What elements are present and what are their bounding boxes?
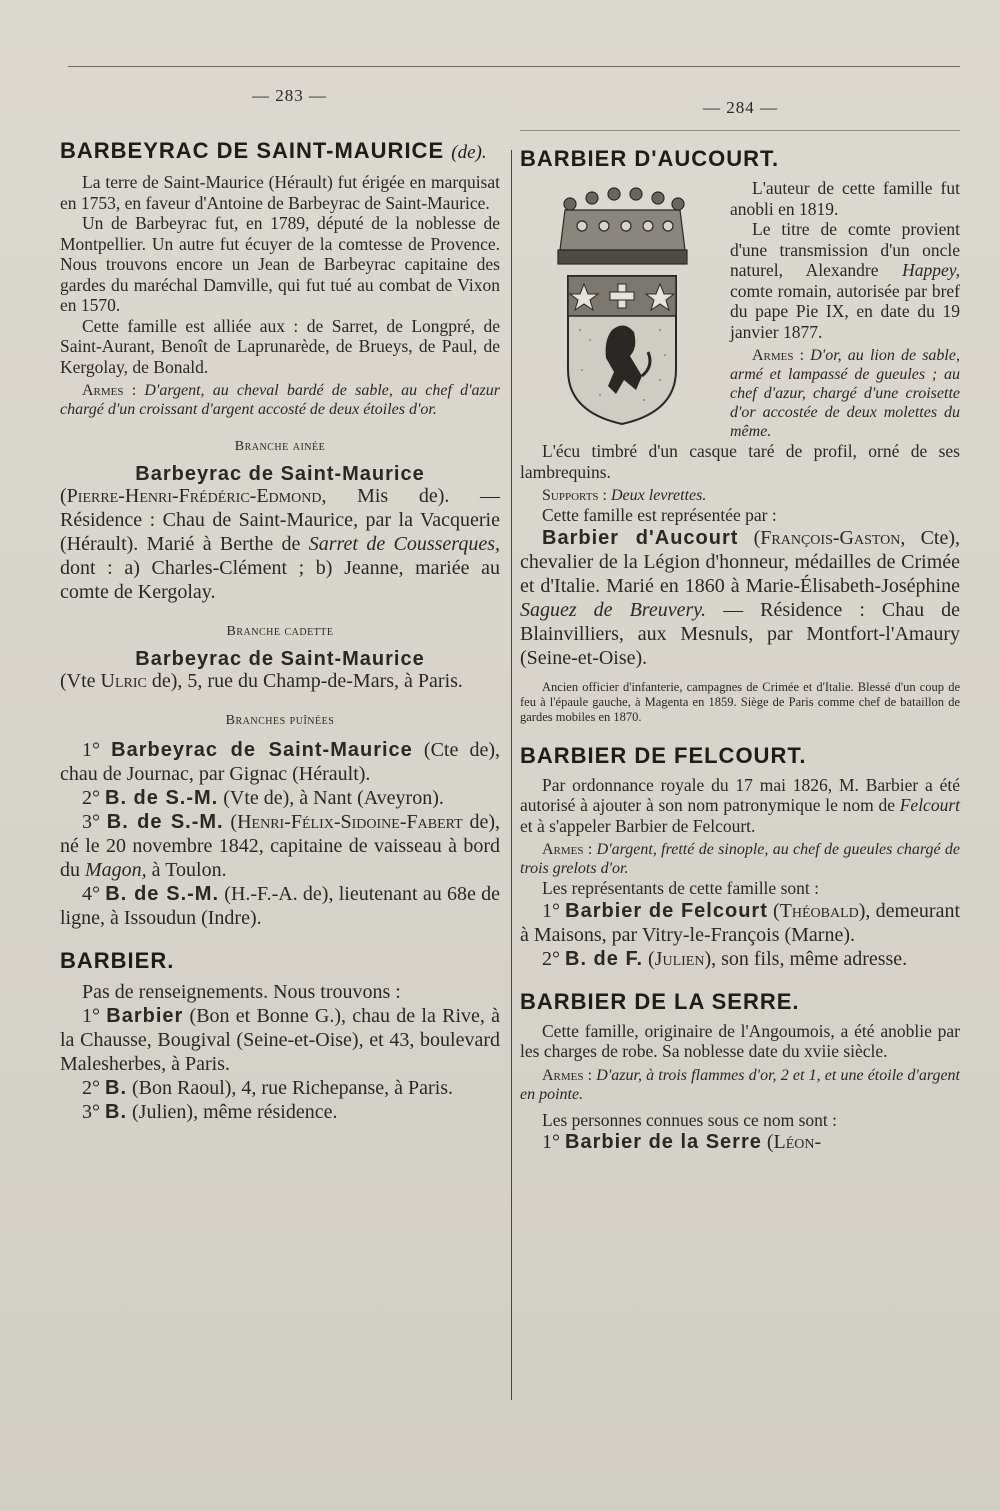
text: (Julien), même résidence.	[132, 1100, 338, 1123]
entry-text	[60, 669, 500, 693]
paragraph: L'écu timbré d'un casque taré de profil, orné de ses lambrequins.	[520, 441, 960, 482]
entry-text	[60, 810, 500, 882]
paragraph: Les personnes connues sous ce nom sont :	[542, 1109, 838, 1130]
text: de), 5, rue du Champ-de-Mars, à Paris.	[151, 670, 463, 692]
branch-title: Branches puînées	[225, 713, 335, 728]
page-number-right: — 284 —	[703, 98, 778, 117]
text: 1°	[542, 899, 560, 922]
text: (	[60, 485, 67, 507]
branch-title: Branche cadette	[226, 624, 334, 639]
entry-text	[60, 1076, 500, 1100]
left-column	[60, 128, 500, 1124]
text: de), né le 20 novembre 1842, capitaine de vaisseau à bord du	[60, 810, 501, 881]
text: (Cte de), chau de Journac, par Gignac (Hérault).	[60, 738, 501, 785]
paragraph: Cette famille, originaire de l'Angoumois, a été anoblie par les charges de robe. Sa noblesse date du xviie siècle.	[520, 1020, 960, 1061]
text: Le titre de comte provient d'une transmission d'un oncle naturel, Alexandre	[730, 219, 960, 280]
entry-text	[520, 899, 960, 947]
supports-label: Supports :	[542, 487, 607, 504]
entry-text	[60, 1004, 500, 1076]
text: Felcourt	[899, 795, 960, 815]
entry-name: Barbier	[106, 1004, 184, 1027]
entry-name: B. de S.-M.	[105, 882, 220, 905]
text: 1°	[542, 1131, 560, 1153]
text: comte romain, autorisée par bref du pape Pie IX, en date du 19 janvier 1877.	[730, 280, 960, 342]
heading-particle: (de).	[451, 142, 487, 163]
entry-text	[520, 947, 960, 971]
text: 1°	[82, 738, 100, 761]
coat-of-arms-icon	[520, 180, 720, 430]
heading-felcourt: BARBIER DE FELCOURT.	[520, 742, 807, 768]
paragraph	[520, 775, 960, 837]
armes	[520, 1066, 960, 1104]
paragraph: Cette famille est alliée aux : de Sarret, de Longpré, de Saint-Aurant, Benoît de Laprunarède, de Brueys, de Paul, de Kergolay, de Bonald.	[60, 315, 500, 377]
paragraph: L'auteur de cette famille fut anobli en 1819.	[730, 178, 960, 219]
entry-text	[60, 738, 500, 786]
entry-name: B. de S.-M.	[105, 786, 219, 809]
armes-text: D'or, au lion de sable, armé et lampassé de gueules ; au chef d'azur, chargé d'une croisette d'or accostée de deux molettes du même.	[730, 347, 960, 440]
armes-text: D'azur, à trois flammes d'or, 2 et 1, et une étoile d'argent en pointe.	[520, 1066, 961, 1103]
paragraph: Les représentants de cette famille sont :	[542, 878, 819, 898]
text: demeurant à Maisons, par Vitry-le-François (Marne).	[520, 899, 960, 946]
coat-of-arms-illustration	[520, 180, 720, 430]
text: 3°	[82, 1100, 100, 1123]
entry-name: B.	[105, 1076, 127, 1099]
text: (Léon-	[766, 1131, 822, 1153]
text: (Julien),	[648, 947, 717, 970]
text: (Bon et Bonne G.), chau de la Rive, à la Chausse, Bougival (Seine-et-Oise), et 43, boulevard Malesherbes, à Paris.	[60, 1004, 500, 1075]
text: 2°	[82, 1076, 100, 1099]
text: (H.-F.-A. de), lieutenant au 68e de ligne, à Issoudun (Indre).	[60, 882, 500, 929]
text: (Bon Raoul), 4, rue Richepanse, à Paris.	[132, 1076, 454, 1099]
entry-text	[60, 786, 500, 810]
heading-text: BARBEYRAC DE SAINT-MAURICE	[60, 138, 445, 163]
text: Happey,	[902, 260, 960, 280]
paragraph: Cette famille est représentée par :	[542, 505, 777, 525]
text: dont : a) Charles-Clément ; b) Jeanne, mariée au comte de Kergolay.	[60, 557, 500, 603]
entry-name: Barbeyrac de Saint-Maurice	[135, 462, 425, 485]
entry-name: B.	[105, 1100, 127, 1123]
entry-text	[60, 882, 500, 930]
text: son fils, même adresse.	[721, 947, 908, 970]
armes	[520, 840, 960, 878]
entry-name: B. de F.	[565, 947, 644, 970]
entry-name: Barbier de Felcourt	[565, 899, 768, 922]
entry-name: Barbeyrac de Saint-Maurice	[135, 647, 425, 670]
entry-text	[520, 526, 960, 670]
text: (Vte	[60, 670, 96, 692]
top-rule	[68, 66, 960, 67]
paragraph: La terre de Saint-Maurice (Hérault) fut érigée en marquisat en 1753, en faveur d'Antoine de Barbeyrac de Saint-Maurice.	[60, 172, 500, 213]
heading-serre: BARBIER DE LA SERRE.	[520, 988, 800, 1014]
armes-label: Armes :	[542, 1066, 593, 1084]
armes-label: Armes :	[82, 382, 137, 399]
armes-text: D'argent, au cheval bardé de sable, au chef d'azur chargé d'un croissant d'argent accosté de deux étoiles d'or.	[60, 382, 500, 418]
entry-name: Barbier de la Serre	[565, 1131, 762, 1153]
text: 4°	[82, 882, 100, 905]
heading-barbier: BARBIER.	[60, 947, 175, 973]
heading-barbeyrac	[60, 138, 500, 166]
text: 2°	[542, 947, 560, 970]
text: et à s'appeler Barbier de Felcourt.	[520, 815, 756, 836]
text: Sarret de Cousserques,	[308, 533, 501, 555]
text: (Vte de), à Nant (Aveyron).	[223, 786, 444, 809]
top-rule-right	[520, 130, 960, 131]
armes	[60, 381, 500, 419]
text: , Mis de). — Résidence : Chau de Saint-Maurice, par la Vacquerie (Hérault). Marié à Berthe de	[60, 485, 500, 555]
armes-label: Armes :	[752, 347, 805, 364]
text: 2°	[82, 786, 100, 809]
text: — Résidence : Chau de Blainvilliers, aux Mesnuls, par Montfort-l'Amaury (Seine-et-Oise).	[520, 598, 961, 669]
text: Saguez de Breuvery.	[520, 598, 707, 621]
supports	[520, 486, 960, 505]
supports-text: Deux levrettes.	[610, 487, 707, 504]
paragraph: Un de Barbeyrac fut, en 1789, député de la noblesse de Montpellier. Un autre fut écuyer de la comtesse de Provence. Nous trouvons encore un Jean de Barbeyrac capitaine des gardes du maréchal Damville, qui fut tué au combat de Vixon en 1570.	[60, 213, 500, 315]
branch-title: Branche ainée	[234, 439, 326, 454]
entry-text	[520, 1130, 960, 1154]
text: Cte), chevalier de la Légion d'honneur, médailles de Crimée et d'Italie. Marié en 1860 à Marie-Élisabeth-Joséphine	[520, 526, 961, 597]
text: Magon,	[85, 858, 147, 881]
text: (Théobald),	[773, 899, 871, 922]
entry-name: B. de S.-M.	[106, 810, 224, 833]
text: à Toulon.	[151, 858, 227, 881]
paragraph: Pas de renseignements. Nous trouvons :	[82, 980, 401, 1003]
right-column	[520, 146, 960, 1154]
text: 3°	[82, 810, 100, 833]
armes-text: D'argent, fretté de sinople, au chef de gueules chargé de trois grelots d'or.	[520, 841, 961, 877]
entry-text	[60, 1100, 500, 1124]
text: Par ordonnance royale du 17 mai 1826, M. Barbier a été autorisé à ajouter à son nom patronymique le nom de	[520, 774, 960, 815]
text: Ulric	[100, 670, 147, 692]
entry-name: Barbeyrac de Saint-Maurice	[111, 738, 413, 761]
text: (Henri-Félix-Sidoine-Fabert	[230, 810, 463, 833]
footnote: Ancien officier d'infanterie, campagnes de Crimée et d'Italie. Blessé d'un coup de feu à l'épaule gauche, à Magenta en 1859. Siège de Paris comme chef de bataillon de gardes mobiles en 1870.	[520, 679, 960, 724]
armes-label: Armes :	[542, 841, 593, 858]
entry-text	[60, 484, 500, 604]
text: (François-Gaston,	[753, 526, 906, 549]
text: 1°	[82, 1004, 100, 1027]
column-divider	[511, 150, 512, 1400]
page-number-left: — 283 —	[252, 86, 327, 105]
entry-name: Barbier d'Aucourt	[542, 526, 739, 549]
text: Pierre-Henri-Frédéric-Edmond	[66, 485, 322, 507]
heading-aucourt: BARBIER D'AUCOURT.	[520, 146, 780, 171]
